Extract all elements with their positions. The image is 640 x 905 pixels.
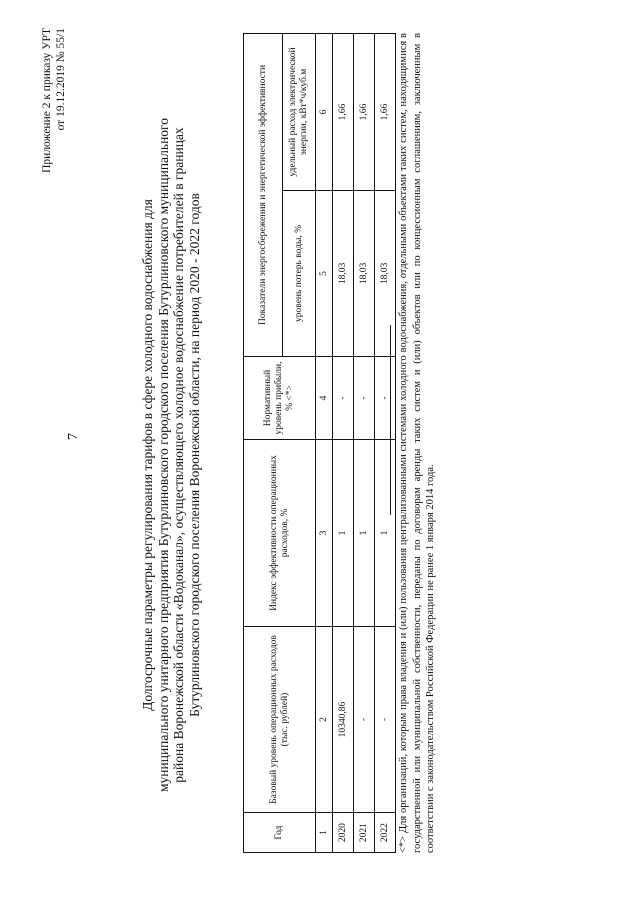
header-year: Год [244,813,316,853]
column-number-row [316,34,333,853]
table-header-row [244,34,283,853]
title-line-3: района Воронежской области «Водоканал», осуществляющего холодное водоснабжение потребителей в границах [171,127,186,783]
cell-profit-level: - [333,356,354,439]
cell-specific-consumption: 1,66 [375,34,396,191]
title-line-2: муниципального унитарного предприятия Бутурлиновского городского поселения Бутурлиновского муниципального [155,118,171,793]
cell-year: 2022 [375,813,396,853]
header-indicators-group: Показатели энергосбережения и энергетической эффективности [244,34,283,357]
cell-profit-level: - [354,356,375,439]
cell-base-level: 10340,86 [333,626,354,812]
page-number: 7 [66,433,81,440]
footnote-divider [390,325,391,515]
header-water-loss: уровень потерь воды, % [283,191,316,357]
column-number: 2 [316,626,333,812]
column-number: 4 [316,356,333,439]
appendix-line-1: Приложение 2 к приказу УРТ [41,28,53,173]
header-base-level: Базовый уровень операционных расходов (тыс. рублей) [244,626,316,812]
header-specific-consumption: удельный расход электрической энергии, кВт*ч/куб.м [283,34,316,191]
footnote: <*> Для организаций, которым права владения и (или) пользования централизованными системами холодного водоснабжения, отдельными объектами таких систем, находящимися в государственной или муниципальной собственности, переданы по договорам аренды таких систем и (или) объектов или по концессионным соглашениям, заключенным в соответствии с законодательством Российской Федерации не ранее 1 января 2014 года. [398,33,436,853]
column-number: 3 [316,440,333,627]
column-number: 6 [316,34,333,191]
table-row [354,34,375,853]
table-row [375,34,396,853]
cell-profit-level: - [375,356,396,439]
cell-water-loss: 18,03 [375,191,396,357]
title-line-4: Бутурлиновского городского поселения Воронежской области, на период 2020 - 2022 годов [186,193,202,717]
title-line-1: Долгосрочные параметры регулирования тарифов в сфере холодного водоснабжения для [140,199,155,711]
cell-specific-consumption: 1,66 [354,34,375,191]
cell-specific-consumption: 1,66 [333,34,354,191]
cell-water-loss: 18,03 [354,191,375,357]
document-title [140,45,202,865]
cell-efficiency-index: 1 [375,440,396,627]
tariff-parameters-table [243,33,396,853]
cell-water-loss: 18,03 [333,191,354,357]
appendix-line-2: от 19.12.2019 № 55/1 [55,28,67,131]
cell-year: 2020 [333,813,354,853]
column-number: 1 [316,813,333,853]
cell-year: 2021 [354,813,375,853]
cell-base-level: - [354,626,375,812]
cell-efficiency-index: 1 [354,440,375,627]
cell-efficiency-index: 1 [333,440,354,627]
column-number: 5 [316,191,333,357]
cell-base-level: - [375,626,396,812]
header-efficiency-index: Индекс эффективности операционных расходов, % [244,440,316,627]
header-profit-level: Нормативный уровень прибыли, % <*> [244,356,316,439]
table-row [333,34,354,853]
appendix-reference [40,28,68,328]
